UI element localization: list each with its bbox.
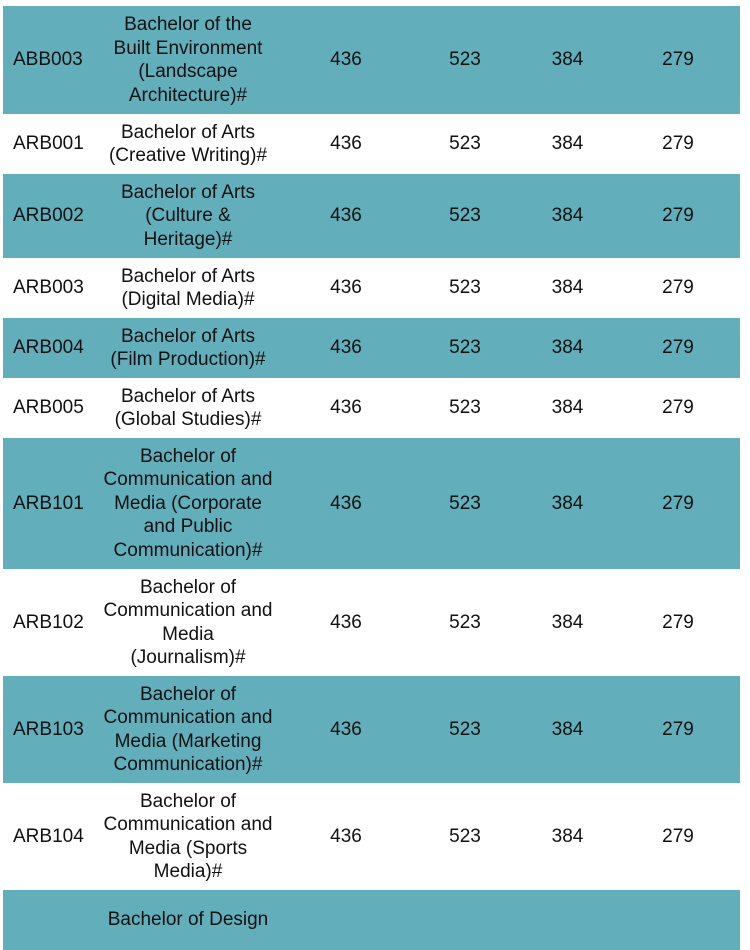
value-cell-1: 436	[281, 783, 411, 890]
course-name-text: Bachelor of Design	[107, 909, 269, 931]
table-row	[3, 318, 740, 378]
table-row	[3, 569, 740, 676]
course-name-text: Bachelor of Arts (Creative Writing)#	[108, 121, 268, 166]
table-row	[3, 890, 740, 950]
course-code-cell: ARB002	[3, 174, 95, 258]
value-cell-1: 436	[281, 676, 411, 783]
course-name-cell	[95, 258, 281, 318]
course-code-cell: ARB004	[3, 318, 95, 378]
value-cell-3: 384	[519, 783, 616, 890]
value-cell-1: 436	[281, 438, 411, 569]
value-cell-2: 523	[411, 114, 519, 174]
value-cell-2: 523	[411, 438, 519, 569]
table-row	[3, 438, 740, 569]
course-name-text: Bachelor of the Built Environment (Landscape Architecture)#	[113, 14, 263, 106]
course-code-cell: ARB104	[3, 783, 95, 890]
table-row	[3, 378, 740, 438]
value-cell-3: 384	[519, 174, 616, 258]
value-cell-4	[616, 890, 740, 950]
course-name-cell	[95, 114, 281, 174]
value-cell-2: 523	[411, 569, 519, 676]
course-name-cell	[95, 890, 281, 950]
course-name-cell	[95, 783, 281, 890]
value-cell-2: 523	[411, 783, 519, 890]
value-cell-2	[411, 890, 519, 950]
value-cell-3: 384	[519, 6, 616, 114]
value-cell-2: 523	[411, 258, 519, 318]
value-cell-4: 279	[616, 6, 740, 114]
value-cell-4: 279	[616, 783, 740, 890]
value-cell-4: 279	[616, 438, 740, 569]
course-name-cell	[95, 378, 281, 438]
course-code-cell: ARB103	[3, 676, 95, 783]
value-cell-2: 523	[411, 6, 519, 114]
value-cell-1: 436	[281, 378, 411, 438]
value-cell-4: 279	[616, 569, 740, 676]
value-cell-1	[281, 890, 411, 950]
value-cell-3: 384	[519, 114, 616, 174]
course-name-cell	[95, 318, 281, 378]
value-cell-3: 384	[519, 438, 616, 569]
value-cell-4: 279	[616, 174, 740, 258]
value-cell-4: 279	[616, 258, 740, 318]
course-name-text: Bachelor of Arts (Film Production)#	[110, 325, 266, 370]
course-name-cell	[95, 676, 281, 783]
course-name-text: Bachelor of Communication and Media (Marketing Communication)#	[103, 683, 273, 775]
value-cell-3: 384	[519, 676, 616, 783]
value-cell-1: 436	[281, 6, 411, 114]
course-name-text: Bachelor of Communication and Media (Corporate and Public Communication)#	[103, 445, 273, 561]
course-name-text: Bachelor of Arts (Culture & Heritage)#	[120, 181, 256, 250]
value-cell-1: 436	[281, 569, 411, 676]
course-name-text: Bachelor of Arts (Digital Media)#	[120, 265, 256, 310]
course-rows	[3, 6, 740, 950]
value-cell-4: 279	[616, 378, 740, 438]
table-row	[3, 174, 740, 258]
course-name-cell	[95, 569, 281, 676]
course-name-text: Bachelor of Communication and Media (Journalism)#	[103, 576, 273, 668]
course-code-cell: ARB003	[3, 258, 95, 318]
course-name-text: Bachelor of Arts (Global Studies)#	[114, 385, 262, 430]
course-code-cell: ARB102	[3, 569, 95, 676]
value-cell-4: 279	[616, 114, 740, 174]
course-name-text: Bachelor of Communication and Media (Sports Media)#	[103, 790, 273, 882]
value-cell-2: 523	[411, 378, 519, 438]
course-name-cell	[95, 438, 281, 569]
course-code-cell: ABB003	[3, 6, 95, 114]
course-table	[3, 6, 740, 950]
course-code-cell: ARB101	[3, 438, 95, 569]
course-code-cell: ARB005	[3, 378, 95, 438]
table-row	[3, 783, 740, 890]
table-row	[3, 258, 740, 318]
value-cell-1: 436	[281, 114, 411, 174]
value-cell-3: 384	[519, 569, 616, 676]
value-cell-2: 523	[411, 676, 519, 783]
course-name-cell	[95, 6, 281, 114]
course-code-cell: ARB001	[3, 114, 95, 174]
table-row	[3, 114, 740, 174]
value-cell-3: 384	[519, 318, 616, 378]
value-cell-4: 279	[616, 676, 740, 783]
value-cell-2: 523	[411, 318, 519, 378]
value-cell-3	[519, 890, 616, 950]
value-cell-3: 384	[519, 258, 616, 318]
table-row	[3, 676, 740, 783]
course-name-cell	[95, 174, 281, 258]
table-row	[3, 6, 740, 114]
value-cell-1: 436	[281, 174, 411, 258]
course-code-cell	[3, 890, 95, 950]
value-cell-1: 436	[281, 318, 411, 378]
value-cell-1: 436	[281, 258, 411, 318]
value-cell-4: 279	[616, 318, 740, 378]
value-cell-2: 523	[411, 174, 519, 258]
value-cell-3: 384	[519, 378, 616, 438]
